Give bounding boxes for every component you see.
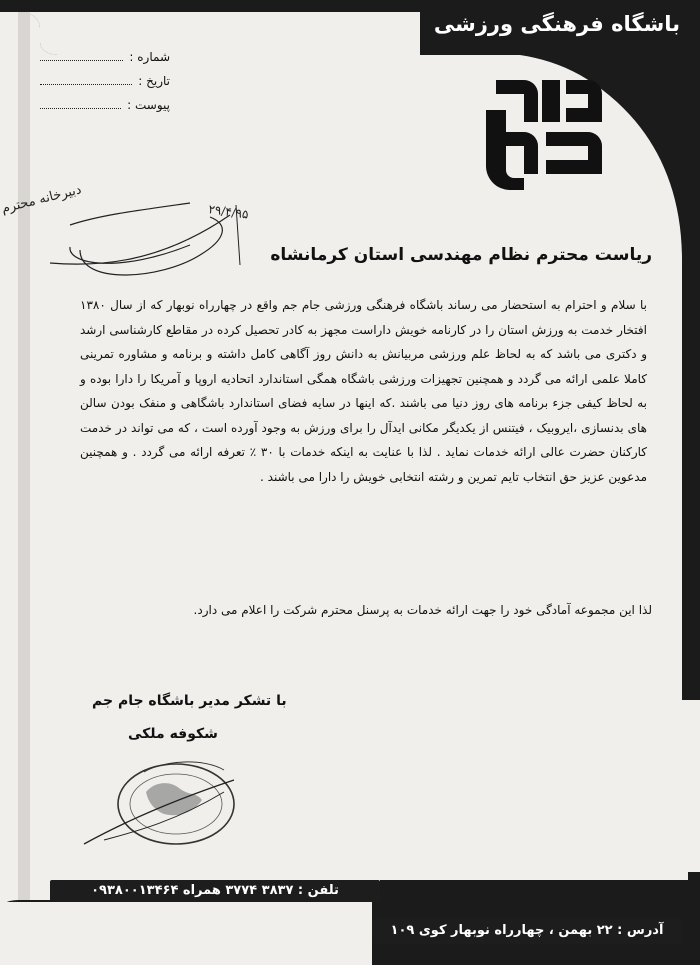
- closing-line: لذا این مجموعه آمادگی خود را جهت ارائه خدمات به پرسنل محترم شرکت را اعلام می دارد.: [193, 603, 652, 617]
- jam-jam-logo: [484, 70, 606, 192]
- signature-thanks: با تشکر مدیر باشگاه جام جم: [92, 693, 287, 709]
- attachment-label: پیوست :: [127, 98, 170, 112]
- club-stamp: [84, 752, 244, 862]
- signature-name: شکوفه ملکی: [128, 726, 218, 742]
- attachment-dots: [40, 94, 121, 109]
- number-label: شماره :: [129, 50, 170, 64]
- club-name: باشگاه فرهنگی ورزشی: [433, 12, 680, 36]
- referral-note-text: دبیرخانه محترم: [0, 182, 83, 217]
- reference-block: [40, 45, 170, 117]
- letter-body: [80, 293, 647, 489]
- handwritten-referral: [0, 155, 280, 295]
- attachment-row: [40, 93, 170, 117]
- date-label: تاریخ :: [138, 74, 170, 88]
- footer-phone: تلفن : ۳۸۳۷ ۳۷۷۴ همراه ۰۹۳۸۰۰۱۳۴۶۴: [50, 880, 380, 902]
- recipient-heading: ریاست محترم نظام مهندسی استان کرمانشاه: [270, 245, 652, 265]
- date-row: [40, 69, 170, 93]
- body-paragraph: با سلام و احترام به استحضار می رساند باشگاه فرهنگی ورزشی جام جم واقع در چهارراه نوبهار که از سال ۱۳۸۰ افتخار خدمت به ورزش استان را در کارنامه خویش داراست مجهز به کادر تحصیل کرده در مقاطع کارشناسی ارشد و دکتری می باشد که به لحاظ علم ورزشی مربیانش به دانش روز آگاهی کامل داشته و برنامه و مشاوره تمرینی کاملا علمی ارائه می گردد و همچنین تجهیزات ورزشی باشگاه همگی استاندارد اتحادیه اروپا و آمریکا را دارا بوده و به لحاظ کیفی جزء برنامه های روز دنیا می باشند .که اینها در سایه فضای استاندارد باشگاهی و منفک بودن سالن های بدنسازی ،ایروبیک ، فیتنس از یکدیگر مکانی ایدآل را برای ورزش به وجود آورده است ، که می تواند در خدمت کارکنان حضرت عالی ارائه خدمات نماید . لذا با عنایت به اینکه خدمات با ۳۰ ٪ تعرفه ارائه می گردد . و همچنین مدعوین عزیز حق انتخاب تایم تمرین و رشته انتخابی خویش را دارا می باشند .: [80, 298, 647, 484]
- number-row: [40, 45, 170, 69]
- footer-address: آدرس : ۲۲ بهمن ، چهارراه نوبهار کوی ۱۰۹: [372, 918, 682, 944]
- date-dots: [40, 70, 132, 85]
- referral-note-date: ۲۹/۴/۹۵: [207, 202, 250, 222]
- number-dots: [40, 46, 123, 61]
